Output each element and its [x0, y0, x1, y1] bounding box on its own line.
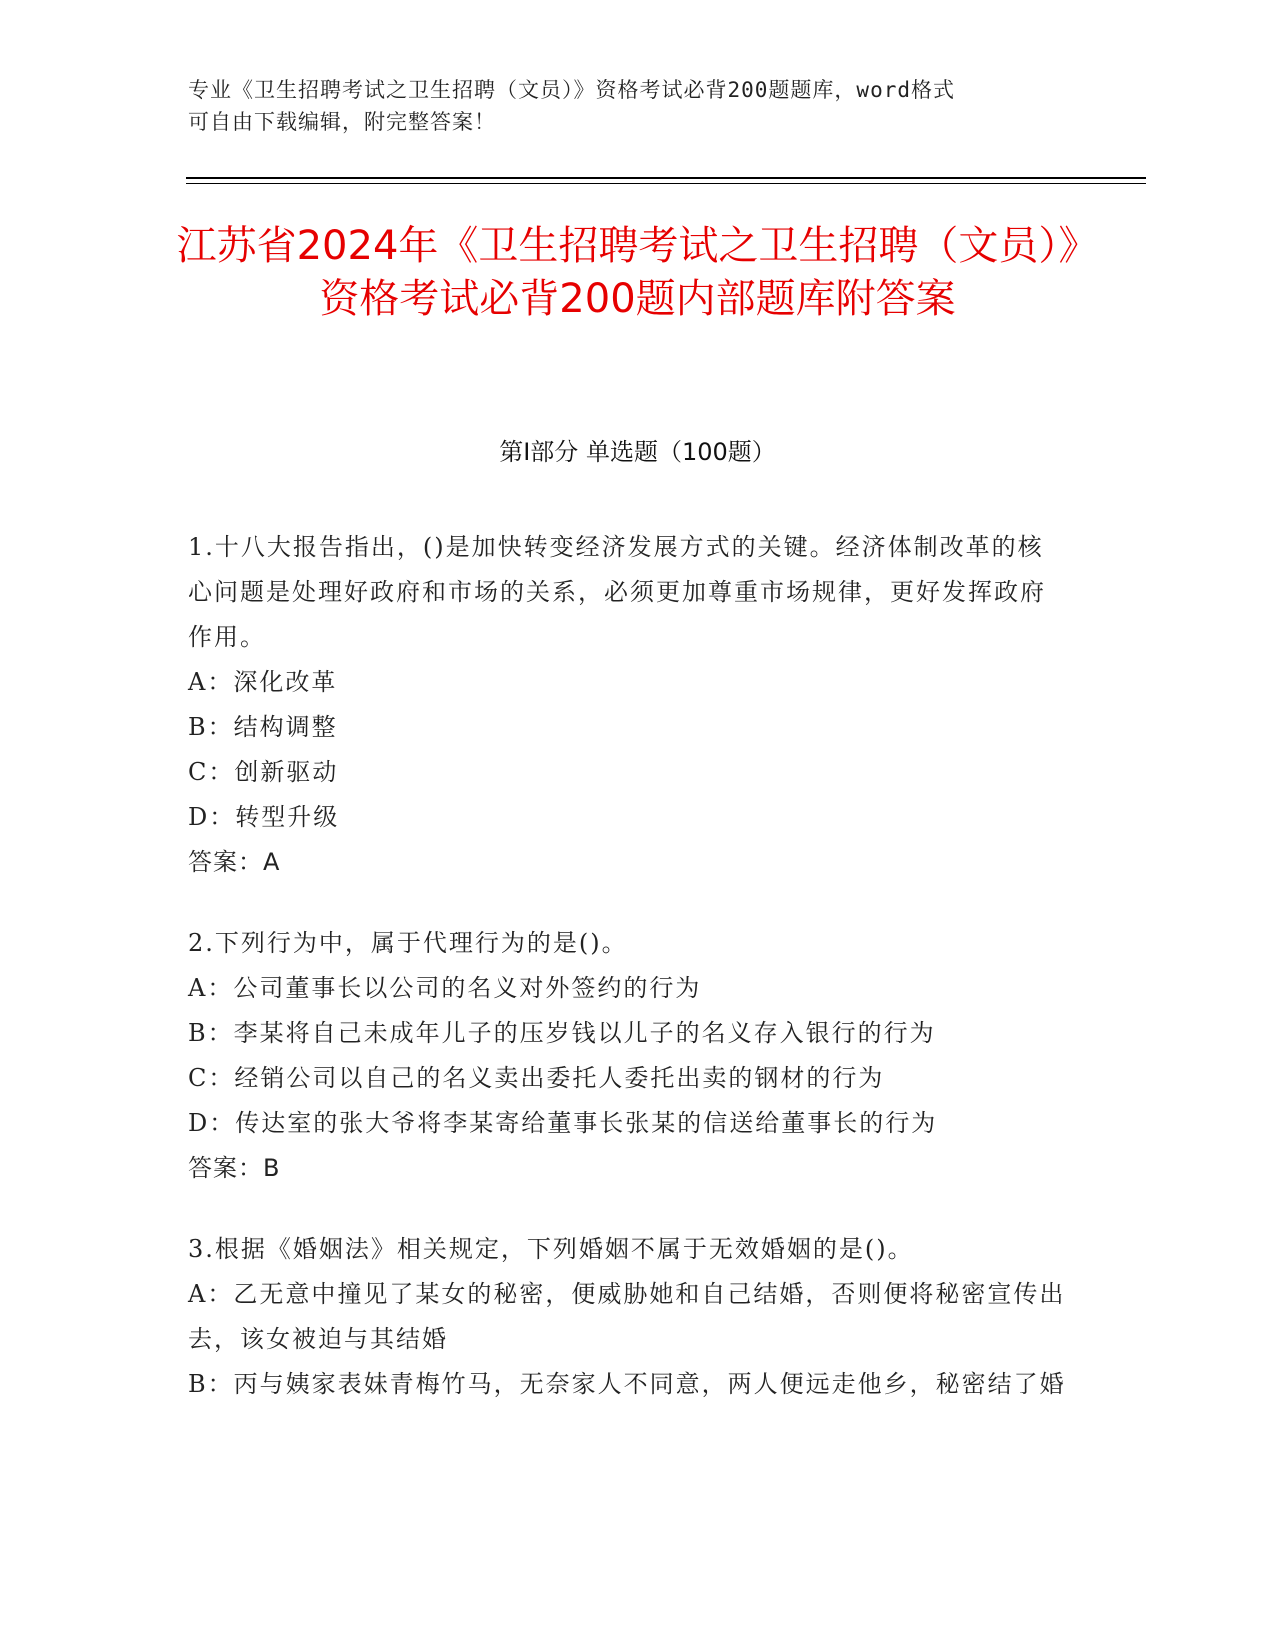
- option-b: B：结构调整: [188, 713, 338, 741]
- question-2: [188, 921, 1068, 1191]
- header-note-line-1: 专业《卫生招聘考试之卫生招聘（文员）》资格考试必背200题题库，word格式: [188, 78, 955, 102]
- header-note: [188, 74, 1088, 138]
- section-title: 第Ⅰ部分 单选题（100题）: [499, 438, 776, 466]
- question-stem: 1.十八大报告指出，()是加快转变经济发展方式的关键。经济体制改革的核心问题是处理好政府和市场的关系，必须更加尊重市场规律，更好发挥政府作用。: [188, 533, 1046, 651]
- question-list: [188, 525, 1068, 1443]
- answer: 答案：B: [188, 1154, 281, 1182]
- option-d: D：转型升级: [188, 803, 340, 831]
- option-d: D：传达室的张大爷将李某寄给董事长张某的信送给董事长的行为: [188, 1109, 938, 1137]
- document-title: 江苏省2024年《卫生招聘考试之卫生招聘（文员）》资格考试必背200题内部题库附答案: [176, 223, 1099, 322]
- header-rule-thick: [186, 177, 1146, 179]
- option-c: C：创新驱动: [188, 758, 339, 786]
- option-a: A：乙无意中撞见了某女的秘密，便威胁她和自己结婚，否则便将秘密宣传出去，该女被迫与其结婚: [188, 1280, 1066, 1353]
- option-a: A：深化改革: [188, 668, 338, 696]
- question-1: [188, 525, 1068, 885]
- option-a: A：公司董事长以公司的名义对外签约的行为: [188, 974, 702, 1002]
- option-b: B：丙与姨家表妹青梅竹马，无奈家人不同意，两人便远走他乡，秘密结了婚: [188, 1370, 1066, 1398]
- answer: 答案：A: [188, 848, 281, 876]
- question-stem: 3.根据《婚姻法》相关规定，下列婚姻不属于无效婚姻的是()。: [188, 1235, 914, 1263]
- question-stem: 2.下列行为中，属于代理行为的是()。: [188, 929, 628, 957]
- option-c: C：经销公司以自己的名义卖出委托人委托出卖的钢材的行为: [188, 1064, 885, 1092]
- header-rule-thin: [186, 183, 1146, 184]
- question-3: [188, 1227, 1068, 1407]
- option-b: B：李某将自己未成年儿子的压岁钱以儿子的名义存入银行的行为: [188, 1019, 936, 1047]
- header-note-line-2: 可自由下载编辑，附完整答案！: [188, 110, 496, 134]
